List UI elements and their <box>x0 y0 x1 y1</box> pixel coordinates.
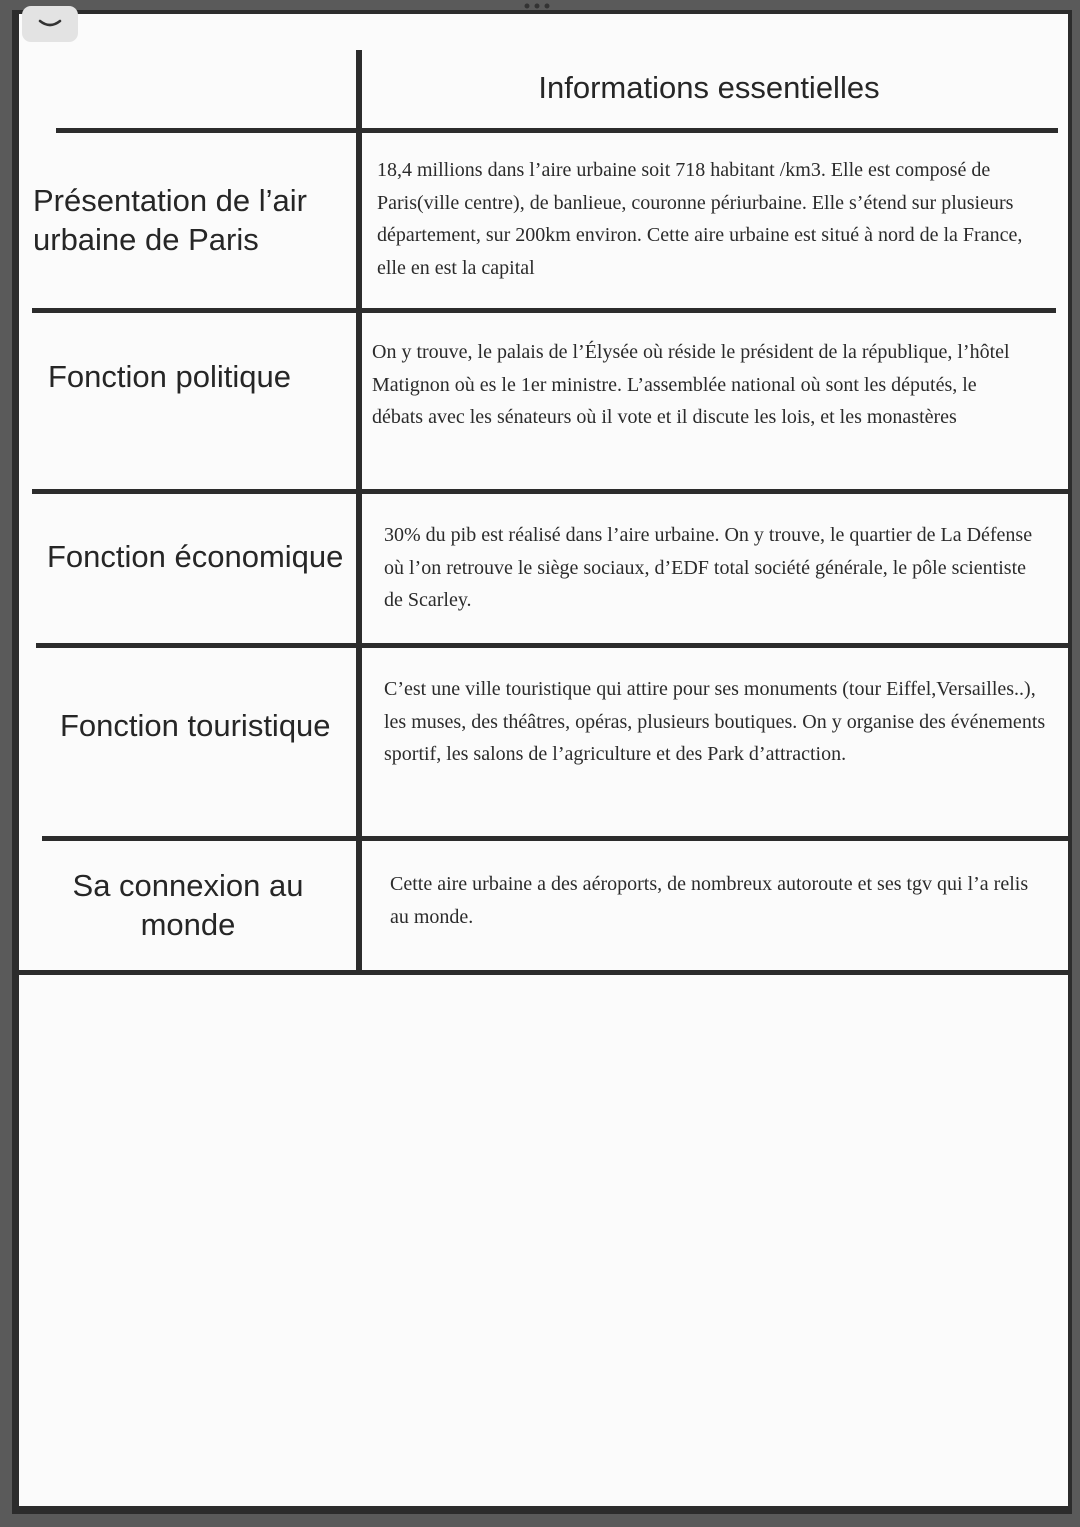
row-label-economique: Fonction économique <box>47 538 344 574</box>
row-label-touristique: Fonction touristique <box>60 707 331 743</box>
row-text-touristique: C’est une ville touristique qui attire pour ses monuments (tour Eiffel,Versailles..), les muses, des théâtres, opéras, plusieurs boutiques. On y organise des événements sportif, les salons de l’agriculture et des Park d’attraction. <box>384 678 1046 765</box>
table-row-line <box>32 489 1072 494</box>
table-row-line <box>56 128 1058 133</box>
row-text-presentation: 18,4 millions dans l’aire urbaine soit 718 habitant /km3. Elle est composé de Paris(ville centre), de banlieue, couronne périurbaine. Elle s’étend sur plusieurs département, sur 200km environ. Cette aire urbaine est situé à nord de la France, elle en est la capital <box>377 159 1023 279</box>
table-row-line <box>15 970 1072 975</box>
collapse-button[interactable] <box>22 6 78 42</box>
table-row-line <box>36 643 1072 648</box>
table-row-line <box>42 836 1072 841</box>
row-label-politique: Fonction politique <box>48 358 291 394</box>
table-header-title: Informations essentielles <box>538 70 880 105</box>
page-border-right <box>1068 10 1072 1514</box>
chevron-down-icon <box>37 18 63 30</box>
row-text-economique: 30% du pib est réalisé dans l’aire urbaine. On y trouve, le quartier de La Défense où l’on retrouve le siège sociaux, d’EDF total société générale, le pôle scientiste de Scarley. <box>384 524 1033 611</box>
page-border-bottom <box>12 1506 1072 1514</box>
more-dots-icon <box>522 2 552 10</box>
row-text-connexion: Cette aire urbaine a des aéroports, de nombreux autoroute et ses tgv qui l’a relis au monde. <box>390 873 1029 928</box>
page-border-left <box>12 10 19 1512</box>
table-row-line <box>32 308 1056 313</box>
row-label-presentation: Présentation de l’air urbaine de Paris <box>33 183 307 257</box>
row-label-connexion: Sa connexion au monde <box>72 868 304 942</box>
page-border-top <box>12 10 1070 14</box>
row-text-politique: On y trouve, le palais de l’Élysée où réside le président de la république, l’hôtel Matignon où es le 1er ministre. L’assemblée national où sont les députés, le débats avec les sénateurs où il vote et il discute les lois, et les monastères <box>372 341 1010 428</box>
